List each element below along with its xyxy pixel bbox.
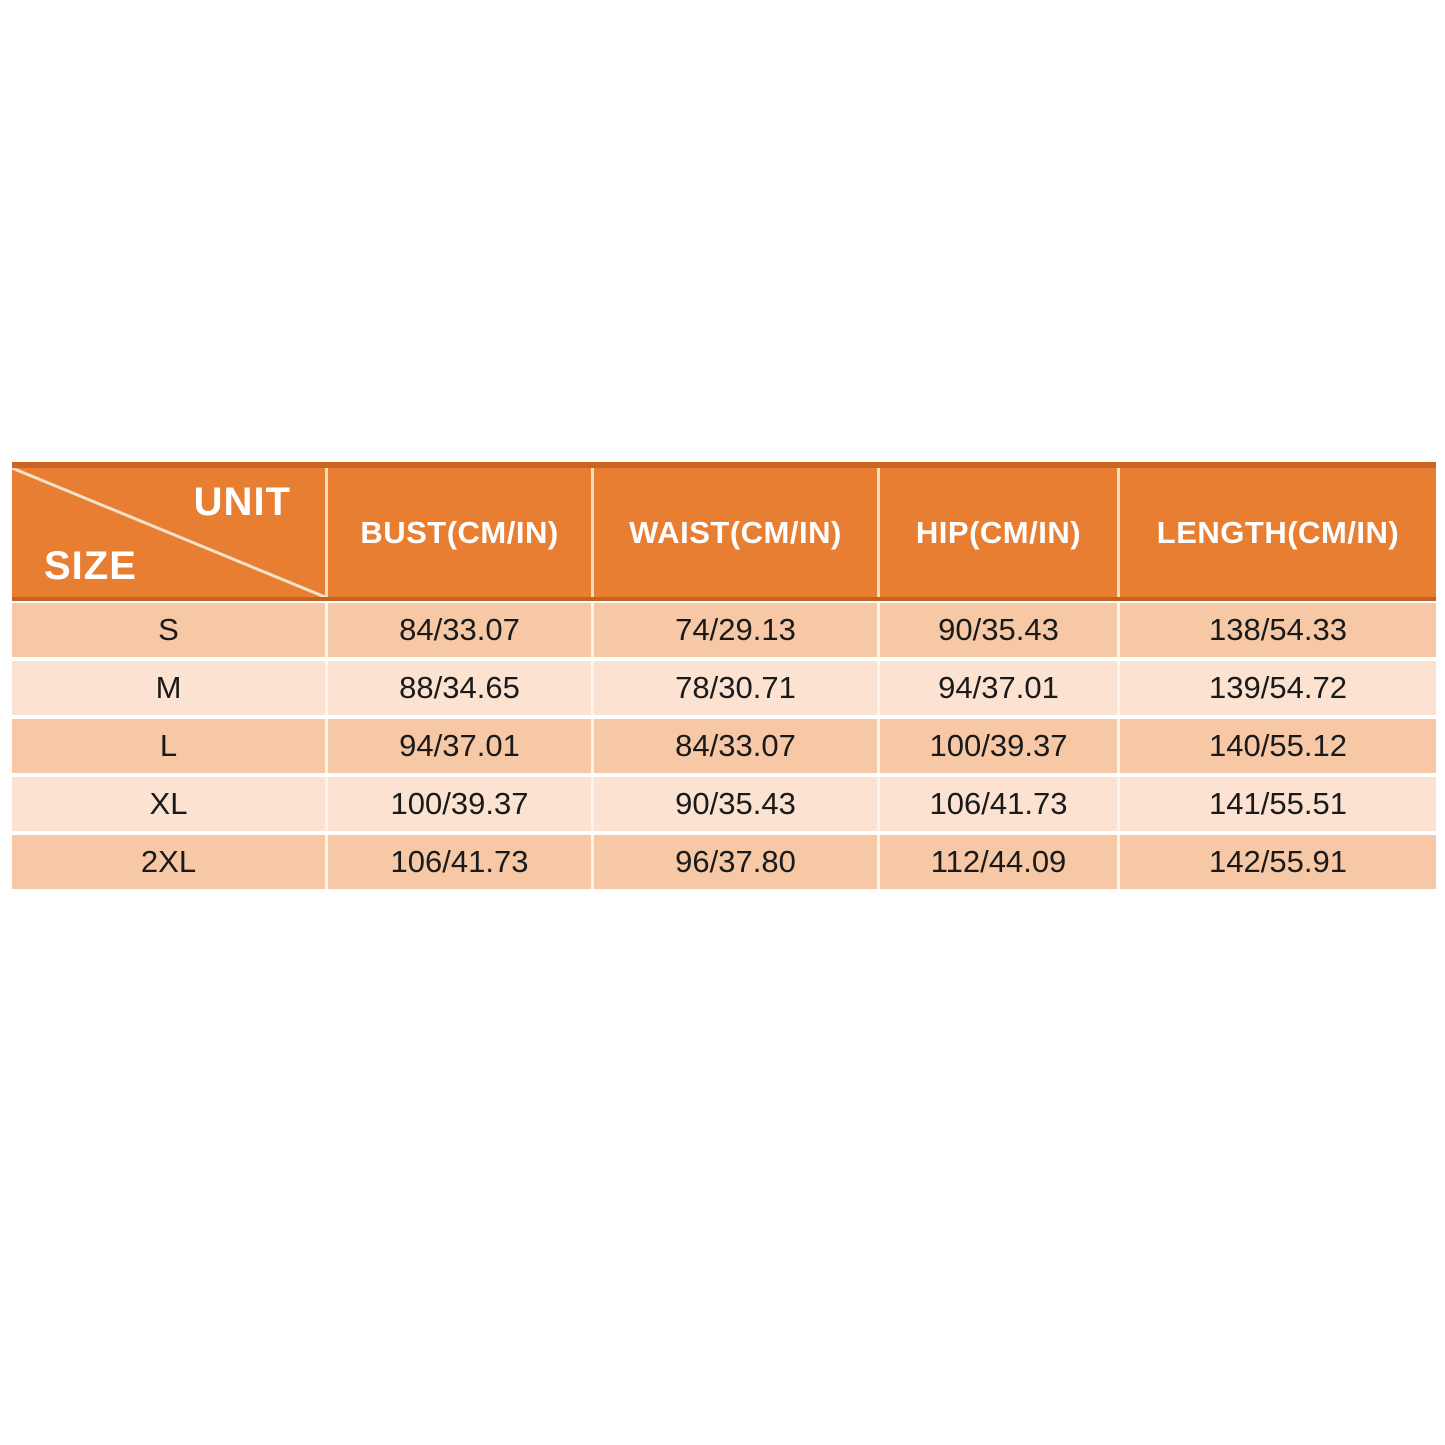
column-header-bust: BUST(CM/IN) — [325, 468, 591, 597]
hip-cell: 106/41.73 — [877, 777, 1117, 831]
size-cell: M — [155, 670, 182, 705]
length-cell: 139/54.72 — [1117, 661, 1436, 715]
size-chart-table — [12, 462, 1436, 889]
size-cell: 2XL — [140, 844, 197, 879]
size-cell: L — [159, 728, 178, 763]
bust-cell: 106/41.73 — [325, 835, 591, 889]
length-cell: 141/55.51 — [1117, 777, 1436, 831]
corner-cell — [12, 468, 325, 597]
size-cell: XL — [149, 786, 188, 821]
waist-cell: 84/33.07 — [591, 719, 877, 773]
column-header-hip: HIP(CM/IN) — [877, 468, 1117, 597]
bust-cell: 84/33.07 — [325, 603, 591, 657]
corner-unit-label: UNIT — [193, 480, 291, 524]
table-row — [12, 661, 1436, 715]
table-row — [12, 719, 1436, 773]
length-cell: 142/55.91 — [1117, 835, 1436, 889]
column-header-waist: WAIST(CM/IN) — [591, 468, 877, 597]
waist-cell: 90/35.43 — [591, 777, 877, 831]
table-header-row — [12, 462, 1436, 601]
hip-cell: 90/35.43 — [877, 603, 1117, 657]
size-cell: S — [158, 612, 179, 647]
table-row — [12, 835, 1436, 889]
bust-cell: 100/39.37 — [325, 777, 591, 831]
column-header-length: LENGTH(CM/IN) — [1117, 468, 1436, 597]
bust-cell: 88/34.65 — [325, 661, 591, 715]
waist-cell: 96/37.80 — [591, 835, 877, 889]
length-cell: 140/55.12 — [1117, 719, 1436, 773]
hip-cell: 100/39.37 — [877, 719, 1117, 773]
table-row — [12, 603, 1436, 657]
waist-cell: 74/29.13 — [591, 603, 877, 657]
waist-cell: 78/30.71 — [591, 661, 877, 715]
table-row — [12, 777, 1436, 831]
corner-size-label: SIZE — [44, 544, 137, 588]
bust-cell: 94/37.01 — [325, 719, 591, 773]
hip-cell: 94/37.01 — [877, 661, 1117, 715]
hip-cell: 112/44.09 — [877, 835, 1117, 889]
length-cell: 138/54.33 — [1117, 603, 1436, 657]
